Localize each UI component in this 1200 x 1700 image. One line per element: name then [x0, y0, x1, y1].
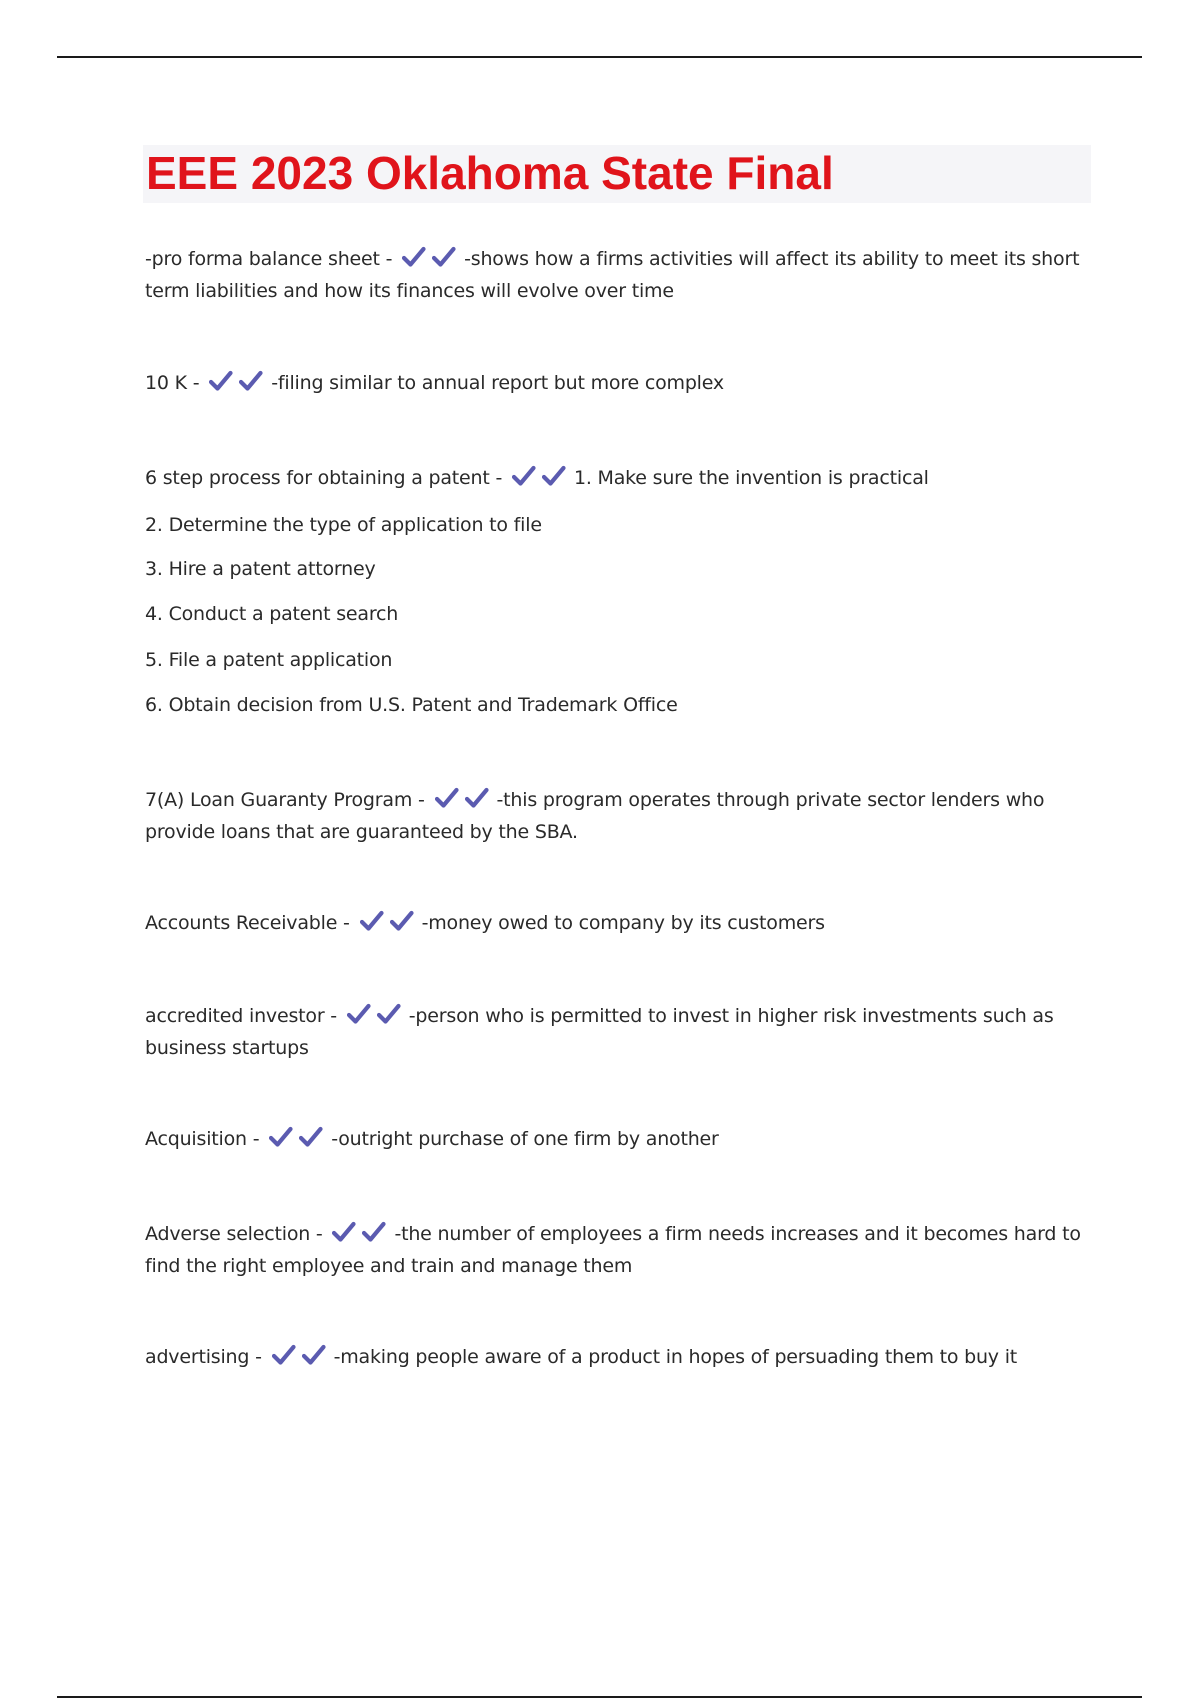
- patent-step: 5. File a patent application: [145, 649, 393, 671]
- entry-accredited-investor: [145, 1002, 1090, 1063]
- entry-adverse-selection: [145, 1220, 1090, 1281]
- check-pair: [435, 787, 495, 818]
- checkmark-icon: [299, 1126, 323, 1148]
- entry-definition: -the number of employees a firm needs increases and it becomes hard to find the right employee and train and manage them: [145, 1223, 1081, 1277]
- entry-term: Accounts Receivable -: [145, 912, 356, 934]
- patent-step: 2. Determine the type of application to file: [145, 514, 542, 536]
- document-title: EEE 2023 Oklahoma State Final: [146, 147, 834, 199]
- entry-advertising: [145, 1343, 1090, 1375]
- checkmark-icon: [377, 1003, 401, 1025]
- checkmark-icon: [435, 787, 459, 809]
- check-pair: [402, 246, 462, 277]
- patent-step: 6. Obtain decision from U.S. Patent and Trademark Office: [145, 694, 678, 716]
- check-pair: [272, 1344, 332, 1375]
- entry-definition: 1. Make sure the invention is practical: [573, 467, 929, 489]
- check-pair: [269, 1126, 329, 1157]
- check-pair: [209, 370, 269, 401]
- top-rule: [57, 56, 1142, 58]
- entry-term: 10 K -: [145, 372, 206, 394]
- bottom-rule: [57, 1696, 1142, 1698]
- entry-definition: -person who is permitted to invest in higher risk investments such as business startups: [145, 1005, 1054, 1059]
- entry-term: Acquisition -: [145, 1128, 266, 1150]
- checkmark-icon: [302, 1344, 326, 1366]
- checkmark-icon: [362, 1221, 386, 1243]
- checkmark-icon: [512, 465, 536, 487]
- checkmark-icon: [269, 1126, 293, 1148]
- checkmark-icon: [432, 246, 456, 268]
- entry-acquisition: [145, 1125, 1090, 1157]
- entry-definition: -money owed to company by its customers: [421, 912, 825, 934]
- entry-term: Adverse selection -: [145, 1223, 329, 1245]
- check-pair: [347, 1003, 407, 1034]
- entry-term: advertising -: [145, 1346, 268, 1368]
- entry-term: accredited investor -: [145, 1005, 343, 1027]
- checkmark-icon: [465, 787, 489, 809]
- entry-10k: [145, 369, 1090, 401]
- checkmark-icon: [402, 246, 426, 268]
- checkmark-icon: [272, 1344, 296, 1366]
- checkmark-icon: [332, 1221, 356, 1243]
- entry-accounts-receivable: [145, 909, 1090, 941]
- patent-step: 4. Conduct a patent search: [145, 603, 399, 625]
- check-pair: [512, 465, 572, 496]
- check-pair: [360, 910, 420, 941]
- patent-step: 3. Hire a patent attorney: [145, 558, 376, 580]
- checkmark-icon: [390, 910, 414, 932]
- entry-definition: -filing similar to annual report but more complex: [271, 372, 724, 394]
- entry-term: 6 step process for obtaining a patent -: [145, 467, 508, 489]
- entry-term: 7(A) Loan Guaranty Program -: [145, 789, 431, 811]
- entry-patent-process: [145, 464, 1090, 496]
- checkmark-icon: [542, 465, 566, 487]
- checkmark-icon: [239, 370, 263, 392]
- entry-definition: -outright purchase of one firm by another: [331, 1128, 719, 1150]
- checkmark-icon: [209, 370, 233, 392]
- check-pair: [332, 1221, 392, 1252]
- checkmark-icon: [360, 910, 384, 932]
- entry-definition: -making people aware of a product in hopes of persuading them to buy it: [333, 1346, 1018, 1368]
- entry-term: -pro forma balance sheet -: [145, 248, 399, 270]
- entry-definition: -shows how a firms activities will affect its ability to meet its short term liabilities and how its finances will evolve over time: [145, 248, 1080, 302]
- entry-7a-loan-guaranty: [145, 786, 1090, 847]
- entry-definition: -this program operates through private sector lenders who provide loans that are guaranteed by the SBA.: [145, 789, 1045, 843]
- checkmark-icon: [347, 1003, 371, 1025]
- entry-pro-forma-balance-sheet: [145, 245, 1090, 306]
